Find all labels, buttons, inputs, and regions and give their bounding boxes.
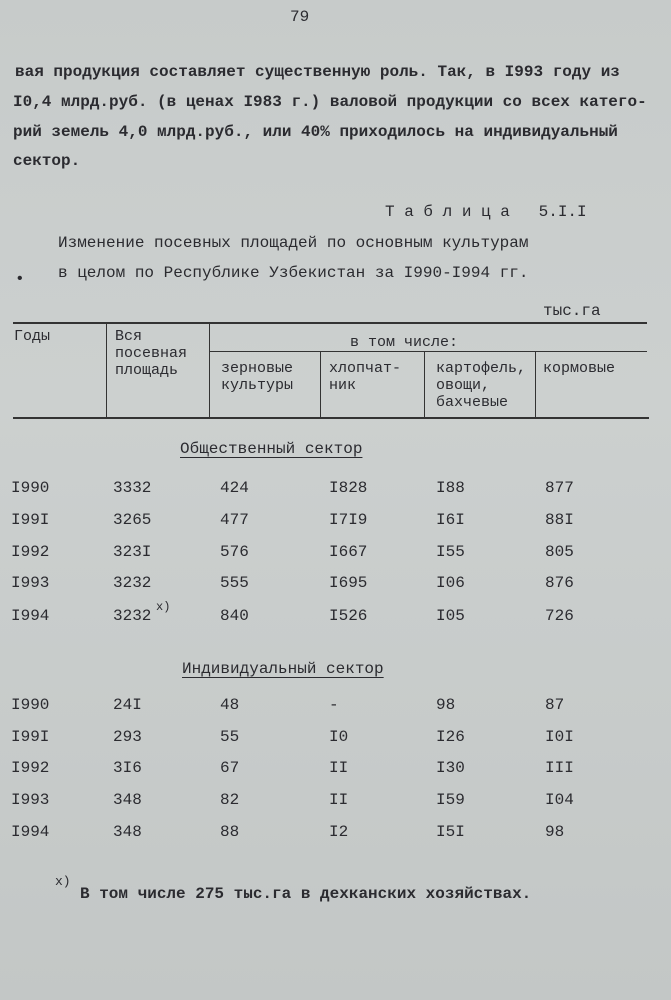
cell-total-area: 348 [113,791,142,809]
cell-fodder: 88I [545,511,574,529]
cell-potato: I5I [436,823,465,841]
cell-fodder: 805 [545,543,574,561]
paragraph-line: сектор. [13,152,81,170]
footnote-mark: x) [55,874,71,889]
cell-year: I990 [11,696,50,714]
footnote-text: В том числе 275 тыс.га в дехканских хозяйствах. [80,885,532,903]
paragraph-line: рий земель 4,0 млрд.руб., или 40% приходилось на индивидуальный [13,123,618,141]
units-label: тыс.га [543,302,601,320]
cell-potato: I55 [436,543,465,561]
cell-fodder: 98 [545,823,565,841]
cell-grain: 82 [220,791,240,809]
cell-year: I993 [11,791,50,809]
cell-year: I994 [11,607,50,625]
cell-total-area: 3I6 [113,759,142,777]
cell-fodder: 876 [545,574,574,592]
cell-year: I99I [11,728,50,746]
paragraph-line: вая продукция составляет существенную роль. Так, в I993 году из [15,63,620,81]
cell-potato: I88 [436,479,465,497]
header-including: в том числе: [350,334,459,351]
cell-cotton: I828 [329,479,368,497]
cell-fodder: 877 [545,479,574,497]
cell-potato: I6I [436,511,465,529]
cell-cotton: - [329,696,339,714]
cell-total-area: 3232 [113,607,152,625]
paragraph-line: I0,4 млрд.руб. (в ценах I983 г.) валовой продукции со всех катего- [13,93,647,111]
margin-mark: • [15,270,25,288]
cell-total-area: 3232 [113,574,152,592]
column-divider [320,352,321,418]
column-divider [424,352,425,418]
cell-total-area: 348 [113,823,142,841]
header-years: Годы [14,328,51,345]
column-divider [106,322,107,418]
cell-grain: 840 [220,607,249,625]
header-total-area: Вся посевная площадь [115,328,188,379]
cell-potato: 98 [436,696,456,714]
cell-potato: I30 [436,759,465,777]
cell-grain: 424 [220,479,249,497]
page-number: 79 [290,8,310,26]
cell-total-area: 293 [113,728,142,746]
cell-grain: 555 [220,574,249,592]
table-title-line: Изменение посевных площадей по основным культурам [58,234,529,252]
cell-grain: 477 [220,511,249,529]
cell-year: I994 [11,823,50,841]
cell-fodder: 726 [545,607,574,625]
section-title-individual: Индивидуальный сектор [182,660,384,678]
cell-fodder: 87 [545,696,565,714]
cell-cotton: I0 [329,728,349,746]
cell-potato: I26 [436,728,465,746]
cell-year: I99I [11,511,50,529]
cell-total-area: 3265 [113,511,152,529]
cell-year: I993 [11,574,50,592]
cell-grain: 48 [220,696,240,714]
header-potato: картофель, овощи, бахчевые [436,360,527,411]
cell-year: I992 [11,543,50,561]
cell-cotton: I526 [329,607,368,625]
header-fodder: кормовые [543,360,616,377]
column-divider [209,322,210,418]
column-divider [535,352,536,418]
cell-total-area: 24I [113,696,142,714]
cell-grain: 576 [220,543,249,561]
cell-fodder: I04 [545,791,574,809]
cell-fodder: III [545,759,574,777]
footnote-marker: x) [156,600,171,614]
cell-total-area: 323I [113,543,152,561]
section-title-public: Общественный сектор [180,440,363,458]
cell-year: I992 [11,759,50,777]
cell-grain: 55 [220,728,240,746]
table-top-rule [13,322,647,324]
header-cotton: хлопчат- ник [329,360,402,394]
cell-total-area: 3332 [113,479,152,497]
header-sub-rule [209,351,647,352]
header-bottom-rule [13,417,649,419]
cell-grain: 88 [220,823,240,841]
header-grain: зерновые культуры [221,360,294,394]
cell-cotton: I2 [329,823,349,841]
cell-year: I990 [11,479,50,497]
cell-fodder: I0I [545,728,574,746]
cell-cotton: II [329,791,349,809]
cell-potato: I05 [436,607,465,625]
cell-cotton: I7I9 [329,511,368,529]
table-title-line: в целом по Республике Узбекистан за I990-I994 гг. [58,264,529,282]
cell-potato: I59 [436,791,465,809]
table-label: Т а б л и ц а 5.I.I [385,203,587,221]
cell-grain: 67 [220,759,240,777]
cell-cotton: I695 [329,574,368,592]
cell-cotton: I667 [329,543,368,561]
cell-potato: I06 [436,574,465,592]
cell-cotton: II [329,759,349,777]
